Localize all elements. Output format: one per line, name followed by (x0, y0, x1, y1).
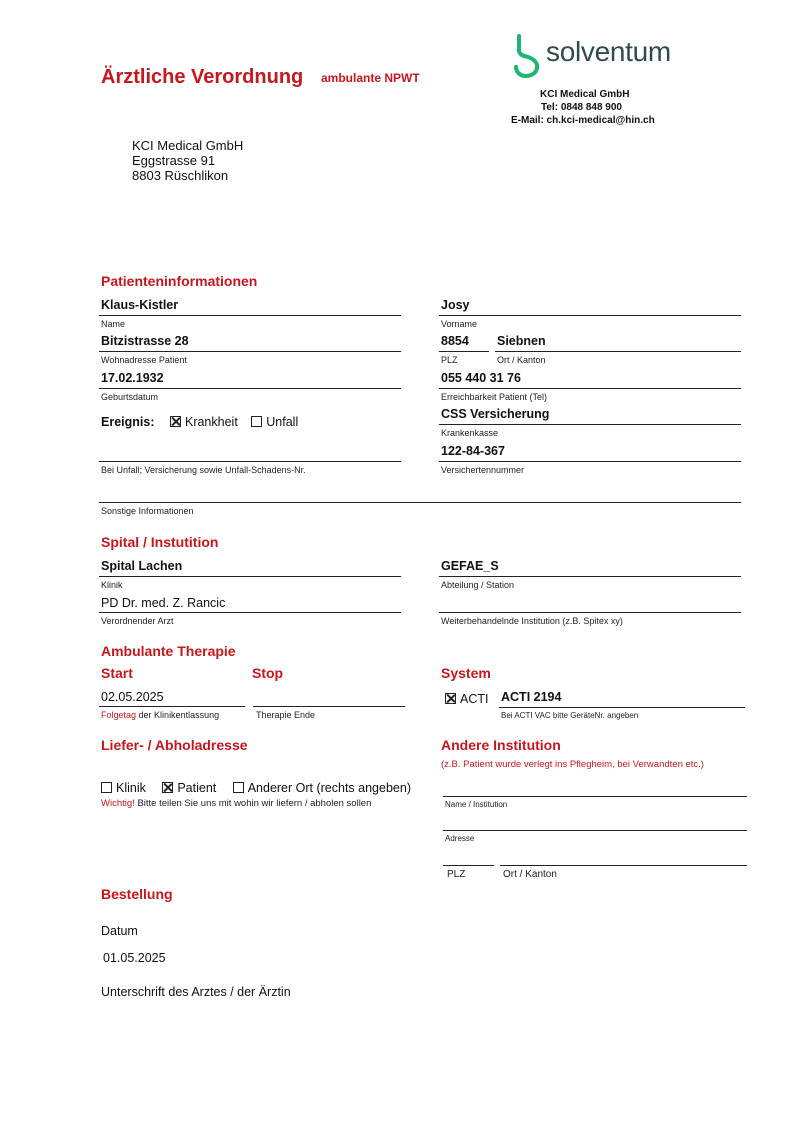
department-label: Abteilung / Station (441, 580, 515, 590)
patient-firstname-label: Vorname (441, 319, 478, 329)
department-value[interactable]: GEFAE_S (441, 559, 499, 573)
important-text: Bitte teilen Sie uns mit wohin wir liefern / abholen sollen (137, 798, 372, 809)
brand-logo-text: solventum (546, 36, 671, 67)
document-subtitle: ambulante NPWT (321, 71, 420, 85)
insured-number-value[interactable]: 122-84-367 (441, 444, 505, 458)
delivery-other-checkbox[interactable] (233, 782, 244, 793)
divider (439, 424, 741, 425)
delivery-options (101, 779, 411, 797)
system-note: Bei ACTI VAC bitte GeräteNr. angeben (501, 711, 639, 720)
recipient-street: Eggstrasse 91 (132, 153, 216, 168)
therapy-section-title: Ambulante Therapie (101, 643, 236, 659)
delivery-patient-label: Patient (177, 781, 217, 795)
clinic-value[interactable]: Spital Lachen (101, 559, 183, 573)
other-institution-note: (z.B. Patient wurde verlegt ins Pflegheim, bei Verwandten etc.) (441, 759, 704, 770)
patient-phone-value[interactable]: 055 440 31 76 (441, 371, 521, 385)
start-date-value[interactable]: 02.05.2025 (101, 690, 164, 704)
patient-birth-label: Geburtsdatum (101, 392, 159, 402)
delivery-section-title: Liefer- / Abholadresse (101, 737, 248, 753)
event-accident-label: Unfall (266, 415, 299, 429)
delivery-clinic-checkbox[interactable] (101, 782, 112, 793)
system-acti-checkbox[interactable] (445, 693, 456, 704)
start-label-rest: der Klinikentlassung (138, 710, 220, 720)
important-red: Wichtig! (101, 798, 135, 809)
event-row (101, 415, 298, 429)
doctor-value[interactable]: PD Dr. med. Z. Rancic (101, 596, 226, 610)
insured-number-label: Versichertennummer (441, 465, 525, 475)
patient-address-value[interactable]: Bitzistrasse 28 (101, 334, 189, 348)
recipient-name: KCI Medical GmbH (132, 138, 244, 153)
start-date-label (101, 710, 219, 720)
divider (99, 351, 401, 352)
system-option (445, 690, 488, 708)
delivery-other-label: Anderer Ort (rechts angeben) (247, 781, 411, 795)
start-label-red: Folgetag (101, 710, 137, 720)
patient-plz-label: PLZ (441, 355, 458, 365)
delivery-patient-checkbox[interactable] (162, 782, 173, 793)
solventum-logo-icon (508, 33, 542, 79)
divider (99, 612, 401, 613)
event-illness-label: Krankheit (184, 415, 238, 429)
other-institution-name-label: Name / Institution (445, 800, 508, 809)
system-heading: System (441, 665, 491, 681)
other-institution-ort-label: Ort / Kanton (503, 869, 557, 880)
event-illness-checkbox[interactable] (170, 416, 181, 427)
order-date-value[interactable]: 01.05.2025 (103, 951, 166, 965)
other-institution-plz-line[interactable] (443, 865, 494, 866)
system-device-value[interactable]: ACTI 2194 (501, 690, 562, 704)
other-institution-address-line[interactable] (443, 830, 747, 831)
other-institution-title: Andere Institution (441, 737, 561, 753)
insurance-label: Krankenkasse (441, 428, 499, 438)
divider (99, 315, 401, 316)
patient-address-label: Wohnadresse Patient (101, 355, 187, 365)
divider (439, 351, 489, 352)
stop-heading: Stop (252, 665, 284, 681)
event-label: Ereignis: (101, 415, 155, 429)
divider (439, 461, 741, 462)
other-info-label: Sonstige Informationen (101, 506, 194, 516)
stop-date-label: Therapie Ende (256, 710, 316, 720)
patient-birth-value[interactable]: 17.02.1932 (101, 371, 164, 385)
company-phone: Tel: 0848 848 900 (541, 102, 622, 113)
event-accident-checkbox[interactable] (251, 416, 262, 427)
doctor-label: Verordnender Arzt (101, 616, 174, 626)
stop-date-field-line[interactable] (253, 706, 405, 707)
signature-label: Unterschrift des Arztes / der Ärztin (101, 985, 291, 999)
delivery-important-note (101, 798, 371, 809)
document-title: Ärztliche Verordnung (101, 66, 304, 88)
followup-label: Weiterbehandelnde Institution (z.B. Spitex xy) (441, 616, 623, 626)
patient-name-value[interactable]: Klaus-Kistler (101, 298, 179, 312)
company-email: E-Mail: ch.kci-medical@hin.ch (511, 115, 655, 126)
other-institution-ort-line[interactable] (500, 865, 747, 866)
start-heading: Start (101, 665, 133, 681)
system-acti-label: ACTI (460, 692, 489, 706)
other-info-field-line[interactable] (99, 502, 741, 503)
insurance-value[interactable]: CSS Versicherung (441, 407, 550, 421)
divider (495, 351, 741, 352)
patient-plz-value[interactable]: 8854 (441, 334, 469, 348)
followup-field-line[interactable] (439, 612, 741, 613)
other-institution-name-line[interactable] (443, 796, 747, 797)
divider (99, 576, 401, 577)
recipient-city: 8803 Rüschlikon (132, 168, 229, 183)
accident-field-line[interactable] (99, 461, 401, 462)
order-section-title: Bestellung (101, 886, 173, 902)
patient-ort-label: Ort / Kanton (497, 355, 546, 365)
divider (439, 315, 741, 316)
patient-name-label: Name (101, 319, 126, 329)
accident-label: Bei Unfall; Versicherung sowie Unfall-Schadens-Nr. (101, 465, 306, 475)
patient-ort-value[interactable]: Siebnen (497, 334, 546, 348)
divider (439, 388, 741, 389)
patient-firstname-value[interactable]: Josy (441, 298, 470, 312)
divider (499, 707, 745, 708)
delivery-clinic-label: Klinik (116, 781, 146, 795)
hospital-section-title: Spital / Instutition (101, 534, 219, 550)
divider (99, 388, 401, 389)
patient-section-title: Patienteninformationen (101, 273, 258, 289)
other-institution-plz-label: PLZ (447, 869, 466, 880)
clinic-label: Klinik (101, 580, 123, 590)
patient-phone-label: Erreichbarkeit Patient (Tel) (441, 392, 548, 402)
divider (439, 576, 741, 577)
other-institution-address-label: Adresse (445, 834, 475, 843)
company-name: KCI Medical GmbH (540, 89, 630, 100)
divider (99, 706, 245, 707)
order-date-label: Datum (101, 924, 138, 938)
